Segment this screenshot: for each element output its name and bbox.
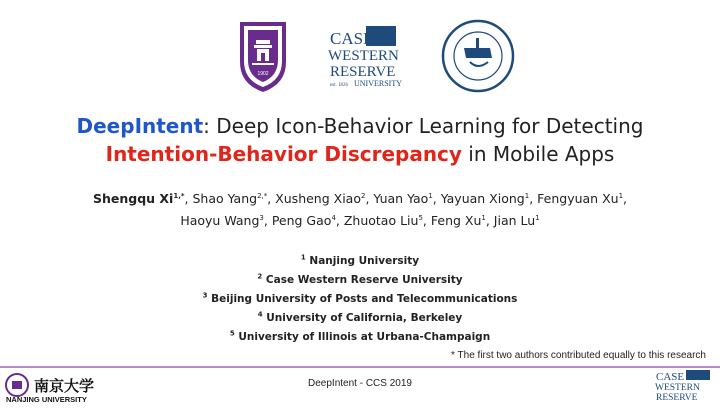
footer-cwru-mark xyxy=(654,368,714,404)
affiliation-3-sup: 3 xyxy=(202,291,208,300)
title-rest-2: in Mobile Apps xyxy=(461,142,615,166)
footer-cwru-line-3: RESERVE xyxy=(656,393,698,403)
affiliation-1-text: Nanjing University xyxy=(305,255,420,267)
affiliation-5-sup: 5 xyxy=(229,329,235,338)
affiliation-2 xyxy=(0,271,720,290)
affiliation-list xyxy=(0,252,720,347)
affiliation-4-text: University of California, Berkeley xyxy=(262,312,463,324)
affiliation-4 xyxy=(0,309,720,328)
footer-cwru-logo xyxy=(654,368,714,409)
nanjing-university-logo xyxy=(234,18,292,94)
affiliation-5 xyxy=(0,328,720,347)
author-4-sup: 1 xyxy=(428,191,433,200)
author-5: , Yayuan Xiong xyxy=(432,191,525,206)
author-line-2 xyxy=(0,210,720,232)
title-name: DeepIntent xyxy=(76,114,204,138)
author-list xyxy=(0,188,720,232)
footer-nju-english: NANJING UNIVERSITY xyxy=(6,395,87,402)
author-5-sup: 1 xyxy=(524,191,530,200)
author-10-sup: 1 xyxy=(481,213,486,222)
affiliation-3 xyxy=(0,290,720,309)
author-line-1 xyxy=(0,188,720,210)
bupt-logo xyxy=(440,18,516,94)
footer-nju-chinese: 南京大学 xyxy=(34,377,95,395)
affiliation-1-sup: 1 xyxy=(300,253,306,262)
affiliation-2-sup: 2 xyxy=(257,272,263,281)
author-7: Haoyu Wang xyxy=(180,213,260,228)
equal-contribution-footnote: * The first two authors contributed equally to this research xyxy=(451,350,706,361)
author-11: , Jian Lu xyxy=(485,213,536,228)
author-2-sup: 2,* xyxy=(257,191,268,200)
cwru-line-3: RESERVE xyxy=(330,64,396,80)
footer-cwru-line-2: WESTERN xyxy=(655,383,700,393)
cwru-line-1: CASE xyxy=(330,29,374,48)
author-7-sup: 3 xyxy=(259,213,264,222)
affiliation-4-sup: 4 xyxy=(257,310,263,319)
author-8-sup: 4 xyxy=(331,213,336,222)
cwru-line-2: WESTERN xyxy=(328,48,399,64)
title-line-2 xyxy=(0,140,720,168)
title-line-1 xyxy=(0,112,720,140)
author-11-sup: 1 xyxy=(535,213,540,222)
author-9-sup: 5 xyxy=(418,213,423,222)
slide-title xyxy=(0,112,720,168)
author-6-tail: , xyxy=(623,191,628,206)
affiliation-5-text: University of Illinois at Urbana-Champaign xyxy=(234,331,491,343)
title-highlight: Intention-Behavior Discrepancy xyxy=(105,142,462,166)
cwru-line-4: UNIVERSITY xyxy=(354,79,402,88)
author-8: , Peng Gao xyxy=(263,213,332,228)
author-6: , Fengyuan Xu xyxy=(529,191,619,206)
footer-cwru-line-1: CASE xyxy=(656,371,685,383)
author-2: , Shao Yang xyxy=(184,191,258,206)
author-3-sup: 2 xyxy=(360,191,366,200)
cwru-est: est. 1826 xyxy=(330,83,349,88)
author-1: Shengqu Xi xyxy=(92,191,174,206)
author-9: , Zhuotao Liu xyxy=(335,213,419,228)
author-4: , Yuan Yao xyxy=(365,191,429,206)
title-rest-1: : Deep Icon-Behavior Learning for Detecting xyxy=(203,114,644,138)
author-10: , Feng Xu xyxy=(422,213,482,228)
footer-center-text: DeepIntent - CCS 2019 xyxy=(308,378,412,389)
nju-seal-year: 1902 xyxy=(257,71,269,77)
affiliation-1 xyxy=(0,252,720,271)
affiliation-3-text: Beijing University of Posts and Telecommunications xyxy=(207,293,518,305)
author-1-sup: 1,* xyxy=(173,191,185,200)
footer-divider xyxy=(0,366,720,368)
logo-row xyxy=(0,18,720,96)
affiliation-2-text: Case Western Reserve University xyxy=(262,274,463,286)
author-6-sup: 1 xyxy=(618,191,624,200)
author-3: , Xusheng Xiao xyxy=(267,191,361,206)
case-western-reserve-logo xyxy=(326,18,402,94)
